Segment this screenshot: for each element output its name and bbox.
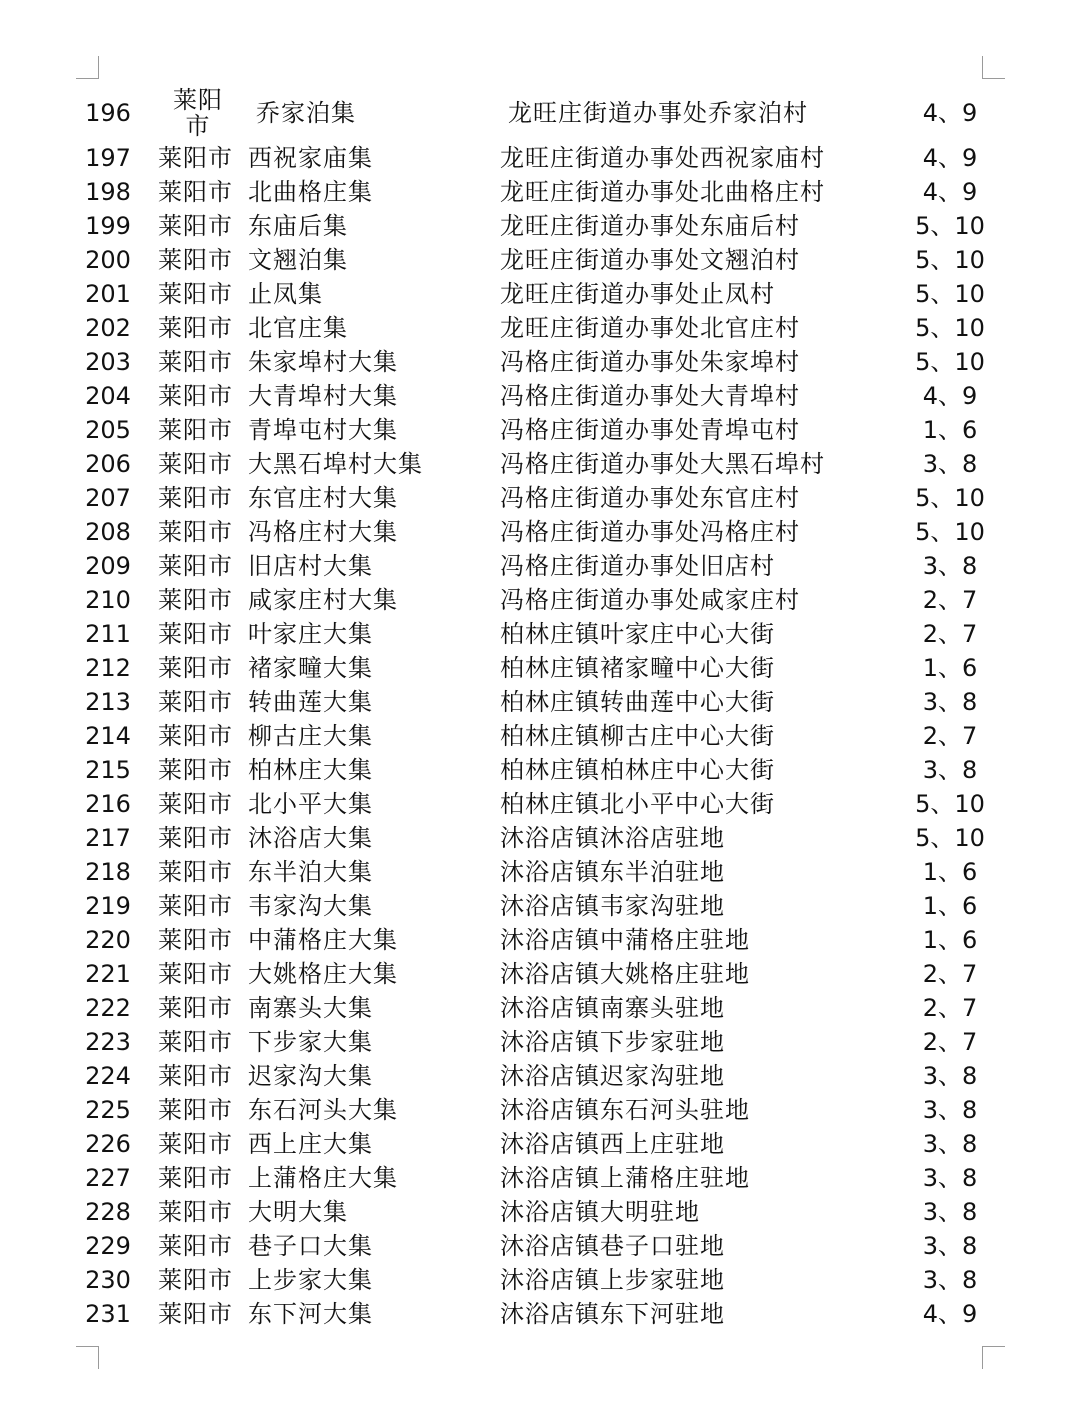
- row-number: 227: [85, 1164, 131, 1192]
- table-row: [0, 685, 1080, 719]
- row-location: 柏林庄镇柳古庄中心大街: [500, 722, 775, 750]
- row-number: 208: [85, 518, 131, 546]
- row-market-name: 大明大集: [248, 1198, 348, 1226]
- row-city: 莱阳市: [158, 892, 233, 920]
- table-row: [0, 311, 1080, 345]
- row-number: 201: [85, 280, 131, 308]
- row-market-name: 大姚格庄大集: [248, 960, 398, 988]
- row-number: 200: [85, 246, 131, 274]
- table-row: [0, 787, 1080, 821]
- row-city: 莱阳市: [158, 1198, 233, 1226]
- table-row: [0, 1025, 1080, 1059]
- row-city: 莱阳市: [158, 960, 233, 988]
- table-row: [0, 379, 1080, 413]
- row-city: 莱阳市: [158, 586, 233, 614]
- row-city: 莱阳市: [158, 518, 233, 546]
- row-location: 冯格庄街道办事处咸家庄村: [500, 586, 800, 614]
- row-market-days: 2、7: [922, 994, 978, 1022]
- row-market-days: 3、8: [922, 1164, 978, 1192]
- table-row: [0, 277, 1080, 311]
- row-city: 莱阳市: [158, 484, 233, 512]
- row-number: 228: [85, 1198, 131, 1226]
- row-city: 莱阳市: [158, 1266, 233, 1294]
- table-row: [0, 821, 1080, 855]
- row-number: 217: [85, 824, 131, 852]
- row-market-days: 1、6: [922, 926, 978, 954]
- row-city: 莱阳市: [158, 178, 233, 206]
- row-city: 莱阳市: [158, 1062, 233, 1090]
- row-market-name: 南寨头大集: [248, 994, 373, 1022]
- crop-mark-top-left: [76, 56, 99, 79]
- table-row: [0, 1195, 1080, 1229]
- row-location: 沐浴店镇下步家驻地: [500, 1028, 725, 1056]
- table-row: [0, 141, 1080, 175]
- row-market-days: 4、9: [922, 99, 978, 127]
- row-city: 莱阳市: [158, 382, 233, 410]
- row-market-days: 3、8: [922, 1096, 978, 1124]
- table-row: [0, 175, 1080, 209]
- row-location: 龙旺庄街道办事处止凤村: [500, 280, 775, 308]
- row-market-name: 东官庄村大集: [248, 484, 398, 512]
- table-row: [0, 991, 1080, 1025]
- row-market-days: 5、10: [915, 348, 985, 376]
- row-location: 冯格庄街道办事处大青埠村: [500, 382, 800, 410]
- row-number: 223: [85, 1028, 131, 1056]
- row-city: 莱阳市: [158, 552, 233, 580]
- table-row: [0, 583, 1080, 617]
- table-row: [0, 923, 1080, 957]
- row-market-days: 5、10: [915, 824, 985, 852]
- row-market-name: 朱家埠村大集: [248, 348, 398, 376]
- row-location: 龙旺庄街道办事处乔家泊村: [508, 99, 808, 127]
- row-number: 205: [85, 416, 131, 444]
- row-market-days: 4、9: [922, 382, 978, 410]
- row-location: 沐浴店镇西上庄驻地: [500, 1130, 725, 1158]
- row-market-days: 5、10: [915, 484, 985, 512]
- row-number: 219: [85, 892, 131, 920]
- row-market-days: 1、6: [922, 892, 978, 920]
- row-number: 209: [85, 552, 131, 580]
- row-number: 198: [85, 178, 131, 206]
- table-row: [0, 1263, 1080, 1297]
- row-city: 莱阳市: [158, 280, 233, 308]
- row-location: 沐浴店镇东下河驻地: [500, 1300, 725, 1328]
- row-city: 莱阳市: [173, 86, 223, 140]
- table-row: [0, 957, 1080, 991]
- row-number: 196: [85, 99, 131, 127]
- row-number: 210: [85, 586, 131, 614]
- crop-mark-top-right: [982, 56, 1005, 79]
- row-market-days: 1、6: [922, 416, 978, 444]
- table-row: [0, 481, 1080, 515]
- row-location: 沐浴店镇东石河头驻地: [500, 1096, 750, 1124]
- table-row: [0, 243, 1080, 277]
- row-market-name: 冯格庄村大集: [248, 518, 398, 546]
- row-location: 沐浴店镇中蒲格庄驻地: [500, 926, 750, 954]
- row-location: 沐浴店镇大明驻地: [500, 1198, 700, 1226]
- table-row: [0, 1093, 1080, 1127]
- row-city: 莱阳市: [158, 450, 233, 478]
- table-row: [0, 413, 1080, 447]
- row-market-days: 5、10: [915, 246, 985, 274]
- row-number: 231: [85, 1300, 131, 1328]
- table-row: [0, 719, 1080, 753]
- row-market-days: 5、10: [915, 790, 985, 818]
- row-location: 柏林庄镇北小平中心大街: [500, 790, 775, 818]
- row-market-name: 北曲格庄集: [248, 178, 373, 206]
- row-market-days: 2、7: [922, 620, 978, 648]
- row-market-days: 3、8: [922, 1232, 978, 1260]
- row-market-days: 4、9: [922, 178, 978, 206]
- row-market-name: 东下河大集: [248, 1300, 373, 1328]
- table-row: [0, 549, 1080, 583]
- row-market-name: 大黑石埠村大集: [248, 450, 423, 478]
- table-row: [0, 617, 1080, 651]
- row-city: 莱阳市: [158, 790, 233, 818]
- row-city: 莱阳市: [158, 756, 233, 784]
- row-market-days: 2、7: [922, 722, 978, 750]
- row-market-days: 4、9: [922, 1300, 978, 1328]
- crop-mark-bottom-right: [982, 1346, 1005, 1369]
- row-location: 龙旺庄街道办事处北官庄村: [500, 314, 800, 342]
- row-number: 206: [85, 450, 131, 478]
- row-city: 莱阳市: [158, 1300, 233, 1328]
- row-number: 203: [85, 348, 131, 376]
- row-market-name: 韦家沟大集: [248, 892, 373, 920]
- row-number: 226: [85, 1130, 131, 1158]
- row-location: 柏林庄镇叶家庄中心大街: [500, 620, 775, 648]
- table-row: [0, 1297, 1080, 1331]
- row-market-days: 5、10: [915, 314, 985, 342]
- row-number: 216: [85, 790, 131, 818]
- row-location: 冯格庄街道办事处旧店村: [500, 552, 775, 580]
- row-market-name: 东石河头大集: [248, 1096, 398, 1124]
- row-location: 冯格庄街道办事处冯格庄村: [500, 518, 800, 546]
- crop-mark-bottom-left: [76, 1346, 99, 1369]
- table-row: [0, 1127, 1080, 1161]
- row-market-name: 迟家沟大集: [248, 1062, 373, 1090]
- row-market-name: 乔家泊集: [256, 99, 356, 127]
- row-city: 莱阳市: [158, 1028, 233, 1056]
- table-row: [0, 345, 1080, 379]
- row-market-days: 2、7: [922, 1028, 978, 1056]
- row-city: 莱阳市: [158, 620, 233, 648]
- row-city: 莱阳市: [158, 1164, 233, 1192]
- row-location: 龙旺庄街道办事处文翘泊村: [500, 246, 800, 274]
- row-number: 211: [85, 620, 131, 648]
- row-location: 柏林庄镇柏林庄中心大街: [500, 756, 775, 784]
- row-location: 柏林庄镇褚家疃中心大街: [500, 654, 775, 682]
- row-market-days: 3、8: [922, 552, 978, 580]
- row-number: 218: [85, 858, 131, 886]
- row-location: 柏林庄镇转曲莲中心大街: [500, 688, 775, 716]
- row-market-name: 转曲莲大集: [248, 688, 373, 716]
- row-location: 冯格庄街道办事处青埠屯村: [500, 416, 800, 444]
- row-city: 莱阳市: [158, 1232, 233, 1260]
- row-location: 冯格庄街道办事处大黑石埠村: [500, 450, 825, 478]
- row-number: 220: [85, 926, 131, 954]
- row-number: 221: [85, 960, 131, 988]
- row-market-days: 3、8: [922, 756, 978, 784]
- row-market-days: 2、7: [922, 960, 978, 988]
- row-market-name: 下步家大集: [248, 1028, 373, 1056]
- row-market-days: 2、7: [922, 586, 978, 614]
- row-location: 龙旺庄街道办事处西祝家庙村: [500, 144, 825, 172]
- row-market-name: 咸家庄村大集: [248, 586, 398, 614]
- row-market-days: 5、10: [915, 518, 985, 546]
- row-city: 莱阳市: [158, 858, 233, 886]
- row-number: 199: [85, 212, 131, 240]
- row-city: 莱阳市: [158, 994, 233, 1022]
- row-location: 沐浴店镇大姚格庄驻地: [500, 960, 750, 988]
- row-location: 沐浴店镇东半泊驻地: [500, 858, 725, 886]
- table-row: [0, 1229, 1080, 1263]
- table-row: [0, 855, 1080, 889]
- row-number: 214: [85, 722, 131, 750]
- row-market-name: 青埠屯村大集: [248, 416, 398, 444]
- row-number: 230: [85, 1266, 131, 1294]
- row-market-days: 5、10: [915, 212, 985, 240]
- row-city: 莱阳市: [158, 688, 233, 716]
- table-row: [0, 753, 1080, 787]
- table-row: [0, 447, 1080, 481]
- row-city: 莱阳市: [158, 1130, 233, 1158]
- row-location: 沐浴店镇韦家沟驻地: [500, 892, 725, 920]
- row-market-name: 东半泊大集: [248, 858, 373, 886]
- row-city: 莱阳市: [158, 144, 233, 172]
- row-number: 213: [85, 688, 131, 716]
- row-market-name: 褚家疃大集: [248, 654, 373, 682]
- row-market-name: 西祝家庙集: [248, 144, 373, 172]
- row-location: 沐浴店镇南寨头驻地: [500, 994, 725, 1022]
- row-number: 224: [85, 1062, 131, 1090]
- row-location: 沐浴店镇上蒲格庄驻地: [500, 1164, 750, 1192]
- row-city: 莱阳市: [158, 348, 233, 376]
- table-row: [0, 889, 1080, 923]
- row-market-name: 柳古庄大集: [248, 722, 373, 750]
- row-city: 莱阳市: [158, 212, 233, 240]
- row-market-name: 上蒲格庄大集: [248, 1164, 398, 1192]
- row-number: 222: [85, 994, 131, 1022]
- row-location: 冯格庄街道办事处朱家埠村: [500, 348, 800, 376]
- table-row: [0, 1161, 1080, 1195]
- row-market-name: 北小平大集: [248, 790, 373, 818]
- row-market-name: 沐浴店大集: [248, 824, 373, 852]
- row-market-name: 北官庄集: [248, 314, 348, 342]
- row-market-name: 东庙后集: [248, 212, 348, 240]
- row-city: 莱阳市: [158, 314, 233, 342]
- row-city: 莱阳市: [158, 654, 233, 682]
- row-number: 212: [85, 654, 131, 682]
- row-market-name: 巷子口大集: [248, 1232, 373, 1260]
- row-location: 沐浴店镇迟家沟驻地: [500, 1062, 725, 1090]
- row-market-days: 3、8: [922, 1266, 978, 1294]
- row-market-days: 3、8: [922, 1198, 978, 1226]
- row-market-name: 止凤集: [248, 280, 323, 308]
- table-row: [0, 651, 1080, 685]
- row-location: 沐浴店镇沐浴店驻地: [500, 824, 725, 852]
- row-market-name: 旧店村大集: [248, 552, 373, 580]
- table-row: [0, 209, 1080, 243]
- row-number: 197: [85, 144, 131, 172]
- row-market-name: 柏林庄大集: [248, 756, 373, 784]
- row-market-days: 3、8: [922, 450, 978, 478]
- row-location: 龙旺庄街道办事处北曲格庄村: [500, 178, 825, 206]
- row-market-name: 中蒲格庄大集: [248, 926, 398, 954]
- row-market-name: 大青埠村大集: [248, 382, 398, 410]
- table-row: [0, 85, 1080, 141]
- row-number: 215: [85, 756, 131, 784]
- row-market-days: 3、8: [922, 688, 978, 716]
- row-number: 202: [85, 314, 131, 342]
- row-market-days: 5、10: [915, 280, 985, 308]
- row-market-days: 3、8: [922, 1062, 978, 1090]
- row-city: 莱阳市: [158, 722, 233, 750]
- row-market-days: 4、9: [922, 144, 978, 172]
- row-city: 莱阳市: [158, 926, 233, 954]
- row-city: 莱阳市: [158, 246, 233, 274]
- row-city: 莱阳市: [158, 824, 233, 852]
- row-location: 冯格庄街道办事处东官庄村: [500, 484, 800, 512]
- table-row: [0, 515, 1080, 549]
- row-market-days: 1、6: [922, 654, 978, 682]
- row-city: 莱阳市: [158, 1096, 233, 1124]
- table-row: [0, 1059, 1080, 1093]
- row-market-name: 叶家庄大集: [248, 620, 373, 648]
- row-market-name: 文翘泊集: [248, 246, 348, 274]
- row-market-days: 3、8: [922, 1130, 978, 1158]
- row-market-name: 西上庄大集: [248, 1130, 373, 1158]
- row-number: 225: [85, 1096, 131, 1124]
- row-location: 龙旺庄街道办事处东庙后村: [500, 212, 800, 240]
- row-market-name: 上步家大集: [248, 1266, 373, 1294]
- row-number: 229: [85, 1232, 131, 1260]
- row-location: 沐浴店镇巷子口驻地: [500, 1232, 725, 1260]
- row-number: 207: [85, 484, 131, 512]
- row-market-days: 1、6: [922, 858, 978, 886]
- row-city: 莱阳市: [158, 416, 233, 444]
- row-location: 沐浴店镇上步家驻地: [500, 1266, 725, 1294]
- row-number: 204: [85, 382, 131, 410]
